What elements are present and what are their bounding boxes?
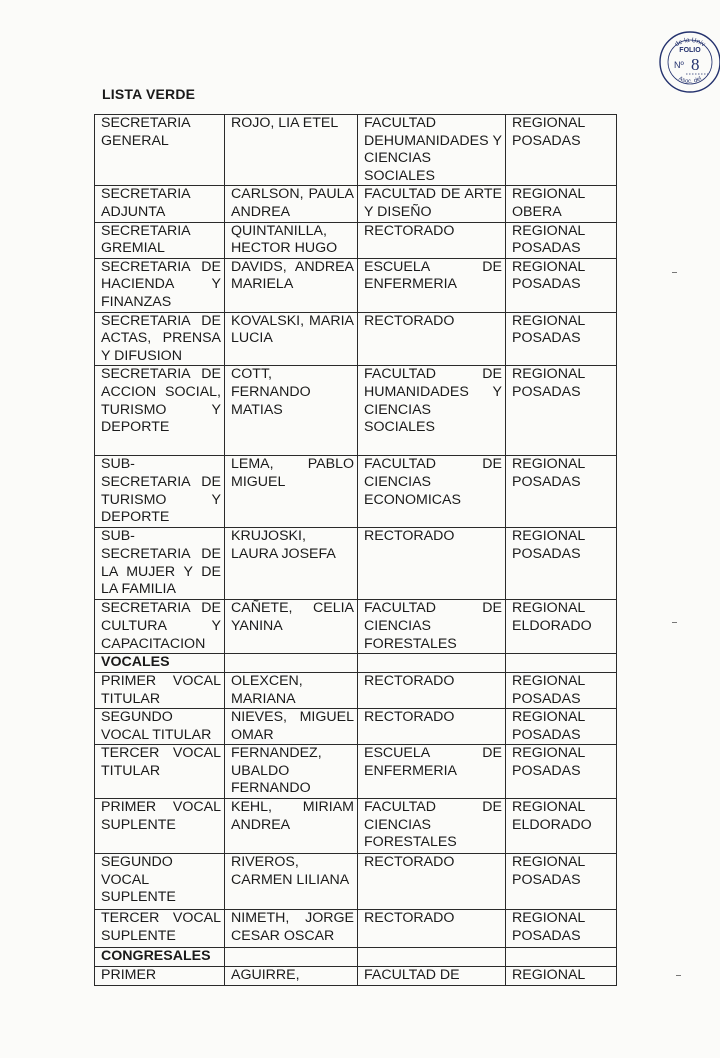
nombre-cell: CAÑETE, CELIA YANINA bbox=[225, 600, 358, 654]
cargo-cell: TERCER VOCAL SUPLENTE bbox=[95, 910, 225, 948]
nombre-cell: DAVIDS, ANDREA MARIELA bbox=[225, 258, 358, 312]
cargo-cell: SECRETARIA GREMIAL bbox=[95, 222, 225, 258]
scan-mark bbox=[672, 272, 677, 273]
cargo-cell: SECRETARIA DE ACTAS, PRENSA Y DIFUSION bbox=[95, 312, 225, 366]
nombre-cell: NIMETH, JORGE CESAR OSCAR bbox=[225, 910, 358, 948]
scan-mark bbox=[676, 975, 681, 976]
stamp-folio-number: 8 bbox=[691, 55, 700, 74]
dependencia-cell: FACULTAD DE ARTE Y DISEÑO bbox=[358, 186, 506, 222]
stamp-folio-label: FOLIO bbox=[679, 47, 701, 54]
empty-cell bbox=[358, 948, 506, 967]
dependencia-cell: RECTORADO bbox=[358, 222, 506, 258]
cargo-cell: SUB-SECRETARIA DE TURISMO Y DEPORTE bbox=[95, 456, 225, 528]
section-heading: CONGRESALES bbox=[95, 948, 225, 967]
table-row bbox=[95, 115, 617, 186]
empty-cell bbox=[225, 948, 358, 967]
cargo-cell: SECRETARIA DE CULTURA Y CAPACITACION bbox=[95, 600, 225, 654]
cargo-cell: TERCER VOCAL TITULAR bbox=[95, 745, 225, 799]
dependencia-cell: RECTORADO bbox=[358, 672, 506, 708]
table-row bbox=[95, 600, 617, 654]
cargo-cell: PRIMER bbox=[95, 967, 225, 986]
table-row bbox=[95, 709, 617, 745]
section-heading: VOCALES bbox=[95, 654, 225, 673]
cargo-cell: PRIMER VOCAL SUPLENTE bbox=[95, 799, 225, 854]
table-row bbox=[95, 854, 617, 910]
dependencia-cell: FACULTAD DE CIENCIAS FORESTALES bbox=[358, 600, 506, 654]
dependencia-cell: RECTORADO bbox=[358, 854, 506, 910]
cargo-cell: SUB-SECRETARIA DE LA MUJER Y DE LA FAMILIA bbox=[95, 528, 225, 600]
dependencia-cell: FACULTAD DE bbox=[358, 967, 506, 986]
cargo-cell: SEGUNDO VOCAL TITULAR bbox=[95, 709, 225, 745]
dependencia-cell: ESCUELA DE ENFERMERIA bbox=[358, 258, 506, 312]
table-row bbox=[95, 745, 617, 799]
table-row bbox=[95, 186, 617, 222]
regional-cell: REGIONAL POSADAS bbox=[506, 854, 617, 910]
dependencia-cell: RECTORADO bbox=[358, 528, 506, 600]
table-row bbox=[95, 312, 617, 366]
stamp-no-label: Nº bbox=[674, 60, 684, 70]
regional-cell: REGIONAL POSADAS bbox=[506, 910, 617, 948]
nombre-cell: KEHL, MIRIAM ANDREA bbox=[225, 799, 358, 854]
regional-cell: REGIONAL POSADAS bbox=[506, 456, 617, 528]
table-row bbox=[95, 366, 617, 456]
stamp-top-text: de la Univ bbox=[673, 36, 707, 49]
regional-cell: REGIONAL POSADAS bbox=[506, 672, 617, 708]
nombre-cell: OLEXCEN, MARIANA bbox=[225, 672, 358, 708]
svg-text:Asoc. del bbox=[677, 76, 702, 85]
regional-cell: REGIONAL POSADAS bbox=[506, 222, 617, 258]
regional-cell: REGIONAL POSADAS bbox=[506, 312, 617, 366]
dependencia-cell: ESCUELA DE ENFERMERIA bbox=[358, 745, 506, 799]
nombre-cell: LEMA, PABLO MIGUEL bbox=[225, 456, 358, 528]
stamp-bottom-text: Asoc. del bbox=[677, 75, 703, 85]
candidates-table bbox=[94, 114, 617, 986]
regional-cell: REGIONAL ELDORADO bbox=[506, 799, 617, 854]
cargo-cell: SECRETARIA ADJUNTA bbox=[95, 186, 225, 222]
nombre-cell: KOVALSKI, MARIA LUCIA bbox=[225, 312, 358, 366]
nombre-cell: COTT, FERNANDO MATIAS bbox=[225, 366, 358, 456]
nombre-cell: ROJO, LIA ETEL bbox=[225, 115, 358, 186]
dependencia-cell: RECTORADO bbox=[358, 312, 506, 366]
dependencia-cell: RECTORADO bbox=[358, 709, 506, 745]
cargo-cell: SEGUNDO VOCAL SUPLENTE bbox=[95, 854, 225, 910]
nombre-cell: RIVEROS, CARMEN LILIANA bbox=[225, 854, 358, 910]
regional-cell: REGIONAL POSADAS bbox=[506, 115, 617, 186]
table-row bbox=[95, 528, 617, 600]
empty-cell bbox=[506, 948, 617, 967]
table-row bbox=[95, 967, 617, 986]
nombre-cell: QUINTANILLA, HECTOR HUGO bbox=[225, 222, 358, 258]
table-row bbox=[95, 672, 617, 708]
dependencia-cell: FACULTAD DE CIENCIAS ECONOMICAS bbox=[358, 456, 506, 528]
cargo-cell: SECRETARIA DE HACIENDA Y FINANZAS bbox=[95, 258, 225, 312]
nombre-cell: AGUIRRE, bbox=[225, 967, 358, 986]
regional-cell: REGIONAL POSADAS bbox=[506, 528, 617, 600]
empty-cell bbox=[225, 654, 358, 673]
section-row bbox=[95, 654, 617, 673]
nombre-cell: FERNANDEZ, UBALDO FERNANDO bbox=[225, 745, 358, 799]
nombre-cell: NIEVES, MIGUEL OMAR bbox=[225, 709, 358, 745]
regional-cell: REGIONAL POSADAS bbox=[506, 745, 617, 799]
table-row bbox=[95, 222, 617, 258]
dependencia-cell: FACULTAD DEHUMANIDADES Y CIENCIAS SOCIALES bbox=[358, 115, 506, 186]
nombre-cell: CARLSON, PAULA ANDREA bbox=[225, 186, 358, 222]
cargo-cell: PRIMER VOCAL TITULAR bbox=[95, 672, 225, 708]
table-row bbox=[95, 799, 617, 854]
regional-cell: REGIONAL POSADAS bbox=[506, 709, 617, 745]
folio-stamp bbox=[658, 30, 720, 94]
nombre-cell: KRUJOSKI, LAURA JOSEFA bbox=[225, 528, 358, 600]
regional-cell: REGIONAL POSADAS bbox=[506, 258, 617, 312]
empty-cell bbox=[506, 654, 617, 673]
regional-cell: REGIONAL ELDORADO bbox=[506, 600, 617, 654]
dependencia-cell: FACULTAD DE HUMANIDADES Y CIENCIAS SOCIALES bbox=[358, 366, 506, 456]
dependencia-cell: RECTORADO bbox=[358, 910, 506, 948]
table-row bbox=[95, 456, 617, 528]
regional-cell: REGIONAL OBERA bbox=[506, 186, 617, 222]
regional-cell: REGIONAL POSADAS bbox=[506, 366, 617, 456]
cargo-cell: SECRETARIA DE ACCION SOCIAL, TURISMO Y DEPORTE bbox=[95, 366, 225, 456]
regional-cell: REGIONAL bbox=[506, 967, 617, 986]
scan-mark bbox=[672, 622, 677, 623]
dependencia-cell: FACULTAD DE CIENCIAS FORESTALES bbox=[358, 799, 506, 854]
document-title: LISTA VERDE bbox=[102, 86, 196, 102]
cargo-cell: SECRETARIA GENERAL bbox=[95, 115, 225, 186]
empty-cell bbox=[358, 654, 506, 673]
table-row bbox=[95, 258, 617, 312]
section-row bbox=[95, 948, 617, 967]
table-row bbox=[95, 910, 617, 948]
